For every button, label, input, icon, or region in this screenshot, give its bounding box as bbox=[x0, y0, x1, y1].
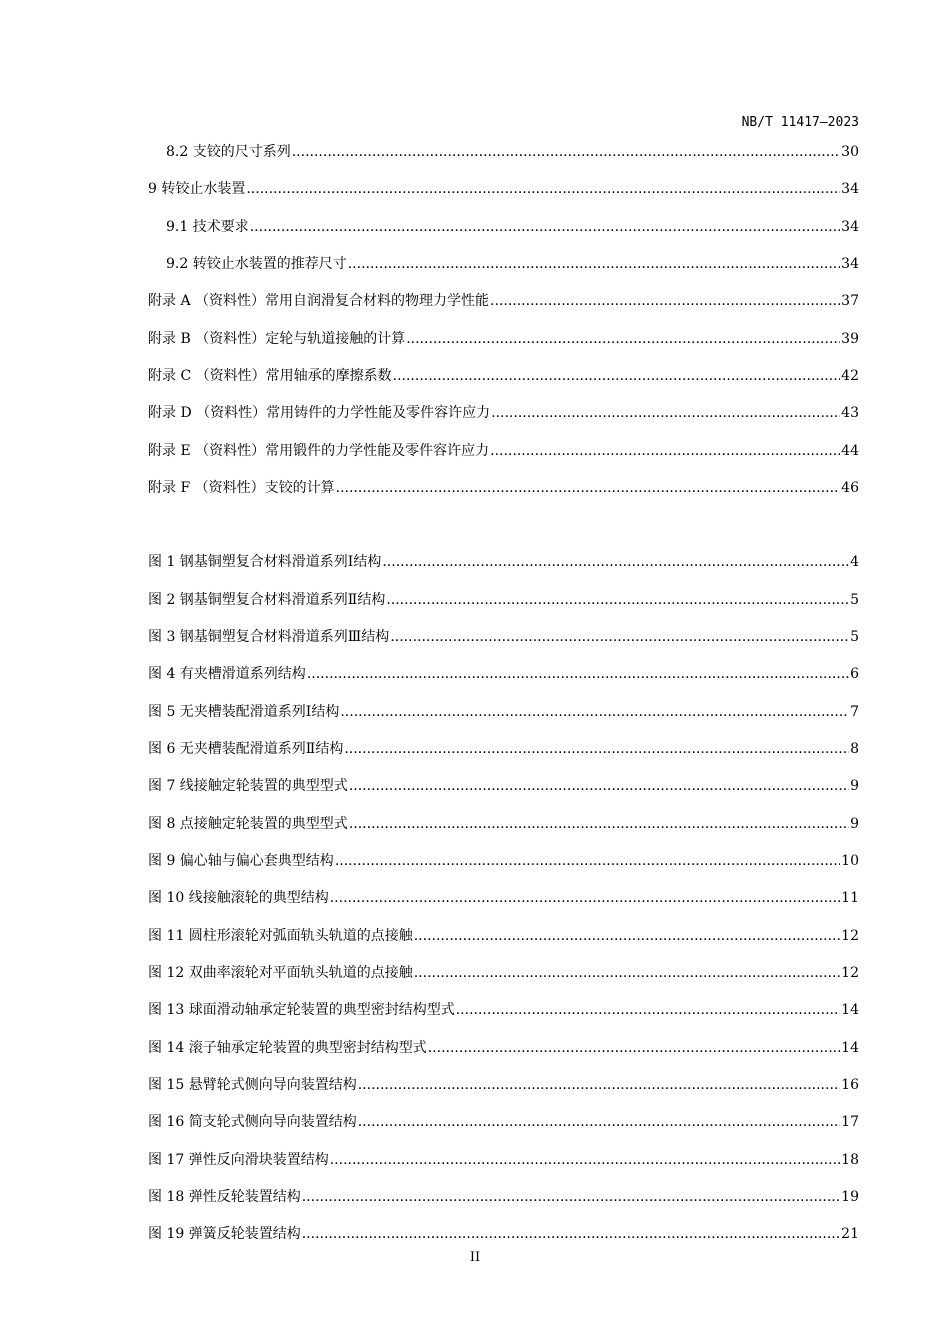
figure-entry-page: 8 bbox=[850, 741, 859, 757]
toc-entry[interactable] bbox=[166, 216, 859, 238]
toc-leader bbox=[349, 778, 849, 794]
toc-leader bbox=[358, 1077, 840, 1093]
toc-leader bbox=[246, 181, 840, 197]
figure-entry[interactable] bbox=[148, 589, 859, 611]
figure-entry-title: 图 18 弹性反轮装置结构 bbox=[148, 1189, 301, 1205]
toc-entry[interactable] bbox=[148, 328, 859, 350]
toc-entry-title: 附录 A （资料性）常用自润滑复合材料的物理力学性能 bbox=[148, 293, 490, 309]
figure-entry[interactable] bbox=[148, 925, 859, 947]
figure-entry-title: 图 6 无夹槽装配滑道系列Ⅱ结构 bbox=[148, 741, 344, 757]
figure-entry[interactable] bbox=[148, 663, 859, 685]
toc-entry-page: 39 bbox=[841, 331, 859, 347]
figure-entry-page: 16 bbox=[841, 1077, 859, 1093]
toc-leader bbox=[302, 1226, 840, 1242]
figure-entry[interactable] bbox=[148, 626, 859, 648]
toc-entry[interactable] bbox=[148, 402, 859, 424]
toc-leader bbox=[344, 741, 849, 757]
toc-entry-page: 34 bbox=[841, 219, 859, 235]
figure-entry-page: 4 bbox=[850, 554, 859, 570]
toc-leader bbox=[393, 368, 841, 384]
toc-entry-title: 附录 B （资料性）定轮与轨道接触的计算 bbox=[148, 331, 406, 347]
toc-leader bbox=[250, 219, 840, 235]
standard-code: NB/T 11417—2023 bbox=[741, 115, 859, 130]
toc-leader bbox=[330, 890, 840, 906]
figure-entry-title: 图 17 弹性反向滑块装置结构 bbox=[148, 1152, 329, 1168]
figure-entry-title: 图 12 双曲率滚轮对平面轨头轨道的点接触 bbox=[148, 965, 413, 981]
figure-entry-page: 19 bbox=[841, 1189, 859, 1205]
toc-entry[interactable] bbox=[148, 477, 859, 499]
figure-entry-page: 18 bbox=[841, 1152, 859, 1168]
figure-entry-title: 图 8 点接触定轮装置的典型型式 bbox=[148, 816, 348, 832]
figure-entry-page: 5 bbox=[850, 629, 859, 645]
toc-leader bbox=[456, 1002, 840, 1018]
figure-entry[interactable] bbox=[148, 887, 859, 909]
toc-entry-title: 9 转铰止水装置 bbox=[148, 181, 246, 197]
toc-entry-page: 34 bbox=[841, 181, 859, 197]
figure-entry-page: 9 bbox=[850, 778, 859, 794]
toc-entry-title: 9.1 技术要求 bbox=[166, 219, 249, 235]
figure-entry[interactable] bbox=[148, 1111, 859, 1133]
toc-entry[interactable] bbox=[148, 290, 859, 312]
toc-entry[interactable] bbox=[166, 253, 859, 275]
toc-leader bbox=[348, 256, 840, 272]
toc-entry-page: 46 bbox=[841, 480, 859, 496]
figure-entry[interactable] bbox=[148, 813, 859, 835]
figure-entry-title: 图 13 球面滑动轴承定轮装置的典型密封结构型式 bbox=[148, 1002, 455, 1018]
toc-entry[interactable] bbox=[148, 440, 859, 462]
toc-leader bbox=[386, 592, 849, 608]
figure-entry[interactable] bbox=[148, 1186, 859, 1208]
figure-entry[interactable] bbox=[148, 1223, 859, 1245]
toc-leader bbox=[307, 666, 849, 682]
figure-entry[interactable] bbox=[148, 1037, 859, 1059]
toc-leader bbox=[340, 704, 849, 720]
toc-leader bbox=[414, 928, 840, 944]
figure-entry-title: 图 11 圆柱形滚轮对弧面轨头轨道的点接触 bbox=[148, 928, 413, 944]
toc-entry[interactable] bbox=[166, 141, 859, 163]
toc-entry-title: 附录 F （资料性）支铰的计算 bbox=[148, 480, 335, 496]
figure-entry-title: 图 5 无夹槽装配滑道系列Ⅰ结构 bbox=[148, 704, 340, 720]
figure-entry-page: 9 bbox=[850, 816, 859, 832]
toc-leader bbox=[490, 443, 840, 459]
toc-leader bbox=[358, 1114, 840, 1130]
toc-entry-page: 37 bbox=[841, 293, 859, 309]
figure-entry-title: 图 4 有夹槽滑道系列结构 bbox=[148, 666, 306, 682]
figure-entry-title: 图 3 钢基铜塑复合材料滑道系列Ⅲ结构 bbox=[148, 629, 390, 645]
figure-entry-title: 图 1 钢基铜塑复合材料滑道系列Ⅰ结构 bbox=[148, 554, 382, 570]
figure-entry-title: 图 15 悬臂轮式侧向导向装置结构 bbox=[148, 1077, 357, 1093]
figure-entry[interactable] bbox=[148, 738, 859, 760]
toc-leader bbox=[414, 965, 840, 981]
toc-entry-title: 附录 C （资料性）常用轴承的摩擦系数 bbox=[148, 368, 392, 384]
toc-entry-title: 附录 E （资料性）常用锻件的力学性能及零件容许应力 bbox=[148, 443, 490, 459]
figure-entry-page: 6 bbox=[850, 666, 859, 682]
figure-entry-title: 图 10 线接触滚轮的典型结构 bbox=[148, 890, 329, 906]
figure-entry[interactable] bbox=[148, 1149, 859, 1171]
toc-entry-page: 44 bbox=[841, 443, 859, 459]
figure-entry[interactable] bbox=[148, 999, 859, 1021]
toc-leader bbox=[336, 480, 841, 496]
toc-entry-page: 30 bbox=[841, 144, 859, 160]
figure-entry-page: 14 bbox=[841, 1040, 859, 1056]
figure-entry[interactable] bbox=[148, 551, 859, 573]
toc-leader bbox=[302, 1189, 840, 1205]
figure-entry[interactable] bbox=[148, 962, 859, 984]
toc-leader bbox=[335, 853, 840, 869]
toc-entry[interactable] bbox=[148, 178, 859, 200]
figure-entry[interactable] bbox=[148, 701, 859, 723]
toc-leader bbox=[428, 1040, 840, 1056]
toc-leader bbox=[491, 405, 840, 421]
figure-entry-page: 14 bbox=[841, 1002, 859, 1018]
toc-entry-page: 42 bbox=[841, 368, 859, 384]
figure-entry-page: 12 bbox=[841, 928, 859, 944]
figure-entry-title: 图 2 钢基铜塑复合材料滑道系列Ⅱ结构 bbox=[148, 592, 386, 608]
toc-entry-title: 9.2 转铰止水装置的推荐尺寸 bbox=[166, 256, 347, 272]
figure-entry-title: 图 7 线接触定轮装置的典型型式 bbox=[148, 778, 348, 794]
toc-leader bbox=[490, 293, 840, 309]
toc-entry-page: 43 bbox=[841, 405, 859, 421]
toc-entry-title: 8.2 支铰的尺寸系列 bbox=[166, 144, 291, 160]
figure-entry-page: 12 bbox=[841, 965, 859, 981]
figure-entry-title: 图 14 滚子轴承定轮装置的典型密封结构型式 bbox=[148, 1040, 427, 1056]
page-number: II bbox=[469, 1250, 481, 1265]
figure-entry-page: 17 bbox=[841, 1114, 859, 1130]
figure-entry[interactable] bbox=[148, 850, 859, 872]
figure-entry-page: 7 bbox=[850, 704, 859, 720]
toc-leader bbox=[330, 1152, 840, 1168]
figure-entry-page: 21 bbox=[841, 1226, 859, 1242]
toc-entry-title: 附录 D （资料性）常用铸件的力学性能及零件容许应力 bbox=[148, 405, 491, 421]
figure-entry-title: 图 9 偏心轴与偏心套典型结构 bbox=[148, 853, 334, 869]
toc-leader bbox=[292, 144, 840, 160]
toc-leader bbox=[390, 629, 849, 645]
figure-entry[interactable] bbox=[148, 1074, 859, 1096]
toc-leader bbox=[406, 331, 840, 347]
figure-entry-page: 11 bbox=[841, 890, 859, 906]
toc-leader bbox=[349, 816, 849, 832]
figure-entry-title: 图 16 简支轮式侧向导向装置结构 bbox=[148, 1114, 357, 1130]
figure-entry-title: 图 19 弹簧反轮装置结构 bbox=[148, 1226, 301, 1242]
figure-entry[interactable] bbox=[148, 775, 859, 797]
figure-entry-page: 5 bbox=[850, 592, 859, 608]
figure-entry-page: 10 bbox=[841, 853, 859, 869]
toc-entry[interactable] bbox=[148, 365, 859, 387]
toc-leader bbox=[382, 554, 849, 570]
toc-entry-page: 34 bbox=[841, 256, 859, 272]
